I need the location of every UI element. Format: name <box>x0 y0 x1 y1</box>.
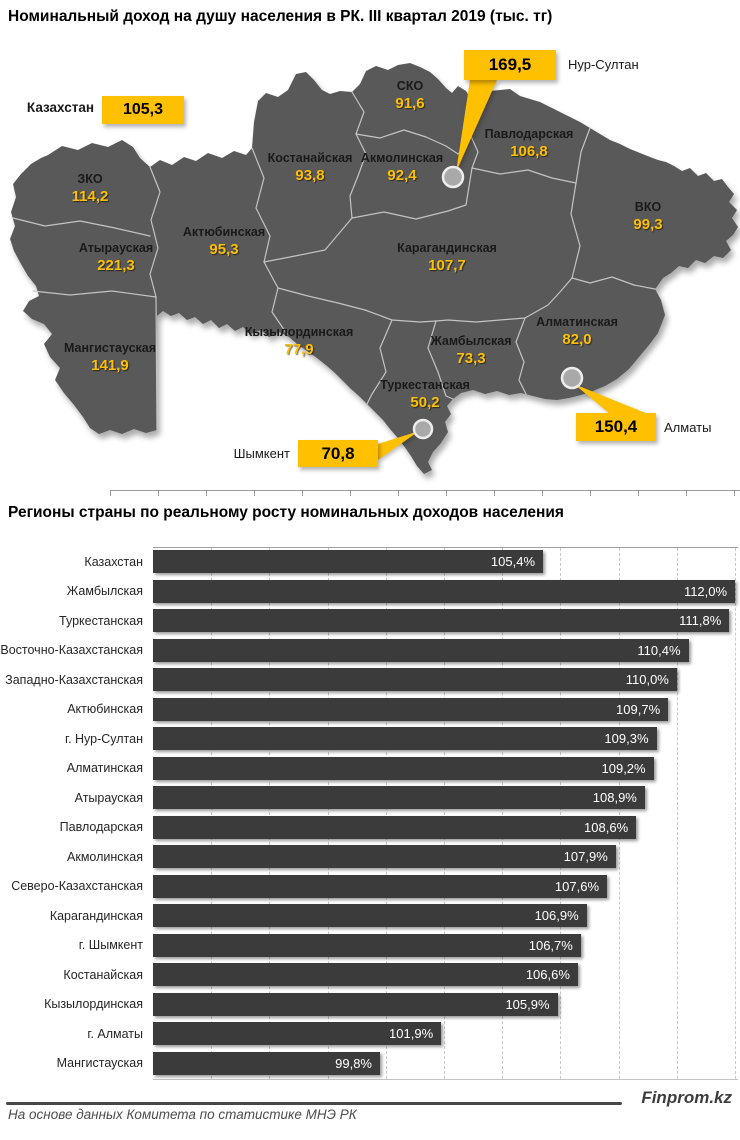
region-value: 73,3 <box>456 350 486 367</box>
chart-value-label: 111,8% <box>679 613 722 628</box>
chart-bar <box>153 639 689 662</box>
region-label-turkestan <box>380 377 470 412</box>
chart-bar-zone <box>153 695 738 725</box>
chart-bar-zone <box>153 813 738 843</box>
chart-value-label: 109,2% <box>601 760 646 776</box>
chart-bar <box>153 757 654 780</box>
region-value: 82,0 <box>562 331 592 348</box>
almaty-marker <box>562 368 582 388</box>
chart-category-label: Кызылординская <box>44 997 143 1012</box>
chart-value-label: 107,9% <box>563 849 608 864</box>
chart-value-label: 112,0% <box>683 583 728 599</box>
nur-sultan-callout-value: 169,5 <box>464 50 556 80</box>
chart-category-label: г. Алматы <box>87 1026 143 1041</box>
region-name: Жамбылская <box>430 334 512 348</box>
chart-bar-zone <box>153 931 738 961</box>
nur-sultan-callout-label: Нур-Султан <box>568 57 639 72</box>
shymkent-callout-value: 70,8 <box>298 440 378 467</box>
chart-row <box>0 606 738 636</box>
region-value: 141,9 <box>91 357 129 374</box>
chart-row <box>0 577 738 607</box>
almaty-callout-tail <box>574 384 648 414</box>
chart-value-label: 106,9% <box>534 908 579 923</box>
region-value: 93,8 <box>295 167 325 184</box>
region-label-zko <box>72 171 109 206</box>
section-divider <box>110 490 740 496</box>
chart-value-label: 106,7% <box>528 937 573 953</box>
chart-bar <box>153 668 677 691</box>
map-title: Номинальный доход на душу населения в РК. III квартал 2019 (тыс. тг) <box>8 8 553 25</box>
chart-row <box>0 813 738 843</box>
chart-row <box>0 547 738 577</box>
region-name: Павлодарская <box>484 127 574 141</box>
chart-category-label: Казахстан <box>84 554 143 569</box>
chart-bar-zone <box>153 754 738 784</box>
region-value: 107,7 <box>428 257 466 274</box>
brand-logo: Finprom.kz <box>641 1088 732 1107</box>
shymkent-marker <box>414 420 432 438</box>
chart-row <box>0 1019 738 1049</box>
region-label-kostanay <box>268 150 353 185</box>
chart-category-label: г. Нур-Султан <box>65 731 143 746</box>
region-name: Карагандинская <box>397 241 497 255</box>
chart-category-label: Восточно-Казахстанская <box>0 643 143 658</box>
region-name: Алматинская <box>536 315 618 329</box>
chart-bar <box>153 816 636 839</box>
chart-bar <box>153 609 729 632</box>
chart-bar-zone <box>153 1019 738 1049</box>
chart-category-label: Северо-Казахстанская <box>11 879 143 894</box>
chart-bar <box>153 786 645 809</box>
chart-row <box>0 842 738 872</box>
region-value: 114,2 <box>71 188 109 205</box>
chart-category-label: Туркестанская <box>59 613 143 628</box>
region-value: 95,3 <box>209 241 239 258</box>
chart-row <box>0 665 738 695</box>
chart-bar-zone <box>153 547 738 577</box>
region-label-aktobe <box>183 224 265 259</box>
footer-divider <box>6 1102 622 1105</box>
region-label-vko <box>633 199 662 234</box>
chart-category-label: Карагандинская <box>49 908 143 923</box>
chart-bar <box>153 904 587 927</box>
region-name: Костанайская <box>267 151 353 165</box>
chart-category-label: Павлодарская <box>59 820 143 835</box>
chart-row <box>0 754 738 784</box>
almaty-callout-value: 150,4 <box>576 413 656 441</box>
source-note: На основе данных Комитета по статистике МНЭ РК <box>8 1107 357 1122</box>
chart-value-label: 105,4% <box>490 554 535 569</box>
almaty-callout-label: Алматы <box>664 420 712 435</box>
chart-category-label: Западно-Казахстанская <box>5 672 143 687</box>
region-name: Атырауская <box>78 241 154 255</box>
chart-row <box>0 783 738 813</box>
map-section <box>0 0 740 490</box>
chart-bar-zone <box>153 636 738 666</box>
chart-bar-zone <box>153 872 738 902</box>
chart-row <box>0 901 738 931</box>
region-value: 92,4 <box>387 167 417 184</box>
shymkent-callout-label: Шымкент <box>233 446 290 461</box>
chart-bar <box>153 963 578 986</box>
region-label-akmola <box>361 150 443 185</box>
chart-value-label: 110,4% <box>637 642 681 658</box>
chart-bar-zone <box>153 577 738 607</box>
region-name: Мангистауская <box>63 341 157 355</box>
region-name: Актюбинская <box>182 225 266 239</box>
chart-category-label: Жамбылская <box>66 584 143 599</box>
chart-row <box>0 990 738 1020</box>
chart-bar-zone <box>153 901 738 931</box>
chart-row <box>0 931 738 961</box>
region-name: Кызылординская <box>244 325 354 339</box>
region-value: 221,3 <box>97 257 135 274</box>
chart-bar-zone <box>153 960 738 990</box>
chart-value-label: 110,0% <box>625 672 669 687</box>
nur-sultan-marker <box>443 167 463 187</box>
chart-row <box>0 724 738 754</box>
region-name: Акмолинская <box>360 151 444 165</box>
chart-bar-zone <box>153 665 738 695</box>
region-label-pavlodar <box>485 126 574 161</box>
region-value: 99,3 <box>633 216 663 233</box>
chart-bar <box>153 1052 380 1075</box>
region-label-almaty-region <box>536 314 618 349</box>
chart-value-label: 101,9% <box>389 1026 434 1041</box>
region-label-atyrau <box>79 240 153 275</box>
chart-value-label: 108,9% <box>592 790 637 805</box>
chart-bar <box>153 934 581 957</box>
chart-row <box>0 695 738 725</box>
chart-value-label: 99,8% <box>335 1055 372 1071</box>
region-name: ЗКО <box>77 172 103 186</box>
chart-category-label: Костанайская <box>63 967 143 982</box>
chart-category-label: Акмолинская <box>67 849 143 864</box>
chart-category-label: Атырауская <box>74 790 143 805</box>
region-name: Туркестанская <box>380 378 470 392</box>
region-label-sko <box>395 78 424 113</box>
region-label-zhambyl <box>430 333 511 368</box>
chart-bar <box>153 845 616 868</box>
region-label-kyzylorda <box>245 324 354 359</box>
chart-row <box>0 1049 738 1079</box>
region-label-mangystau <box>64 340 156 375</box>
bar-chart <box>0 547 738 1078</box>
chart-section <box>0 498 740 1083</box>
region-value: 77,9 <box>284 341 314 358</box>
region-value: 91,6 <box>395 95 425 112</box>
chart-category-label: Актюбинская <box>67 702 143 717</box>
chart-bar <box>153 875 607 898</box>
chart-value-label: 109,3% <box>604 731 649 746</box>
chart-value-label: 108,6% <box>584 819 629 835</box>
region-value: 106,8 <box>510 143 548 160</box>
chart-bar <box>153 550 543 573</box>
country-badge-label: Казахстан <box>26 100 94 115</box>
chart-title: Регионы страны по реальному росту номинальных доходов населения <box>8 504 564 521</box>
chart-category-label: Алматинская <box>66 761 143 776</box>
chart-bar-zone <box>153 724 738 754</box>
chart-value-label: 106,6% <box>525 967 570 982</box>
chart-bar <box>153 993 558 1016</box>
chart-value-label: 109,7% <box>616 701 661 717</box>
chart-bar-zone <box>153 606 738 636</box>
region-value: 50,2 <box>410 394 440 411</box>
chart-value-label: 105,9% <box>505 996 550 1012</box>
chart-row <box>0 960 738 990</box>
chart-bar <box>153 698 668 721</box>
region-label-karaganda <box>397 240 497 275</box>
country-badge-value: 105,3 <box>102 96 184 124</box>
chart-bar-zone <box>153 1049 738 1079</box>
chart-value-label: 107,6% <box>554 878 600 894</box>
chart-category-label: г. Шымкент <box>78 938 143 953</box>
region-name: СКО <box>396 79 424 93</box>
chart-row <box>0 636 738 666</box>
chart-rows <box>0 547 738 1078</box>
region-name: ВКО <box>634 200 662 214</box>
chart-row <box>0 872 738 902</box>
chart-bar-zone <box>153 783 738 813</box>
chart-bar-zone <box>153 842 738 872</box>
chart-bar <box>153 727 657 750</box>
chart-bar-zone <box>153 990 738 1020</box>
chart-bar <box>153 1022 441 1045</box>
chart-category-label: Мангистауская <box>56 1056 143 1071</box>
chart-bar <box>153 580 735 603</box>
